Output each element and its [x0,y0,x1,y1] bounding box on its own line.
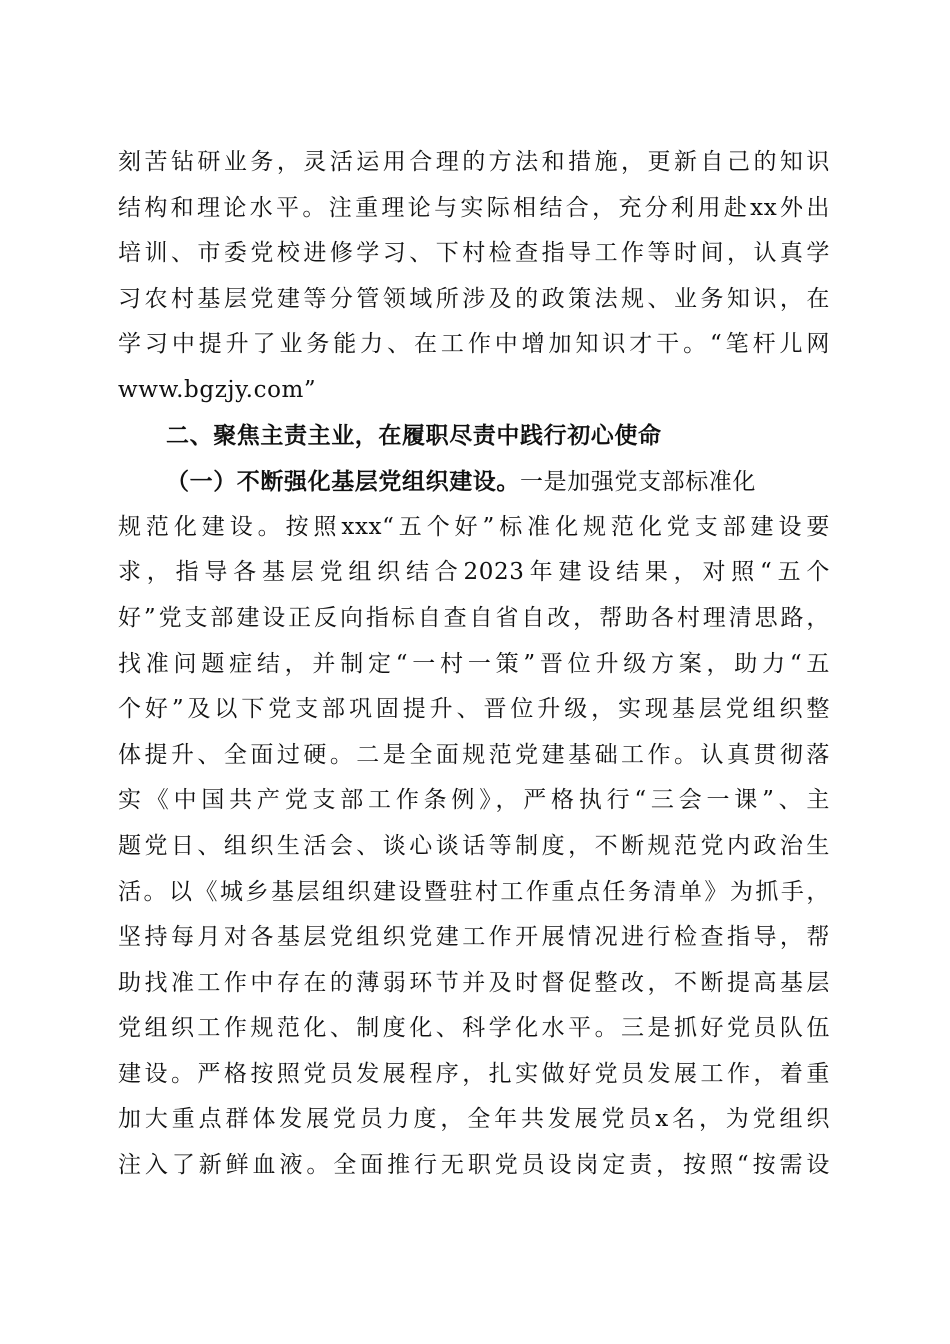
paragraph-line: 结构和理论水平。注重理论与实际相结合，充分利用赴xx外出 [118,194,830,221]
body-line: 找准问题症结，并制定“一村一策”晋位升级方案，助力“五 [118,650,830,677]
body-line: 求，指导各基层党组织结合2023年建设结果，对照“五个 [118,559,830,586]
body-line: 助找准工作中存在的薄弱环节并及时督促整改，不断提高基层 [118,969,830,996]
body-line: 个好”及以下党支部巩固提升、晋位升级，实现基层党组织整 [118,696,830,723]
section-heading: 二、聚焦主责主业，在履职尽责中践行初心使命 [166,422,662,449]
document-body [118,140,830,1189]
paragraph-line: 学习中提升了业务能力、在工作中增加知识才干。“笔杆儿网 [118,331,830,358]
body-line: 题党日、组织生活会、谈心谈话等制度，不断规范党内政治生 [118,832,830,859]
body-line: 规范化建设。按照xxx“五个好”标准化规范化党支部建设要 [118,513,830,540]
paragraph-line: 习农村基层党建等分管领域所涉及的政策法规、业务知识，在 [118,285,830,312]
body-line: 注入了新鲜血液。全面推行无职党员设岗定责，按照“按需设 [118,1152,830,1179]
body-line: 活。以《城乡基层组织建设暨驻村工作重点任务清单》为抓手， [118,878,830,905]
body-line: 加大重点群体发展党员力度，全年共发展党员x名，为党组织 [118,1106,830,1133]
body-line: 实《中国共产党支部工作条例》，严格执行“三会一课”、主 [118,787,830,814]
subsection-lead-rest: 一是加强党支部标准化 [520,469,756,496]
body-line: 体提升、全面过硬。二是全面规范党建基础工作。认真贯彻落 [118,741,830,768]
body-line: 党组织工作规范化、制度化、科学化水平。三是抓好党员队伍 [118,1015,830,1042]
body-line: 坚持每月对各基层党组织党建工作开展情况进行检查指导，帮 [118,924,830,951]
paragraph-line-url: www.bgzjy.com” [118,376,317,403]
subsection-title: （一）不断强化基层党组织建设。 [166,468,520,496]
body-line: 建设。严格按照党员发展程序，扎实做好党员发展工作，着重 [118,1060,830,1087]
body-line: 好”党支部建设正反向指标自查自省自改，帮助各村理清思路， [118,604,830,631]
paragraph-line: 刻苦钻研业务，灵活运用合理的方法和措施，更新自己的知识 [118,149,830,175]
paragraph-line: 培训、市委党校进修学习、下村检查指导工作等时间，认真学 [118,240,830,267]
subsection-lead-line [118,459,830,505]
